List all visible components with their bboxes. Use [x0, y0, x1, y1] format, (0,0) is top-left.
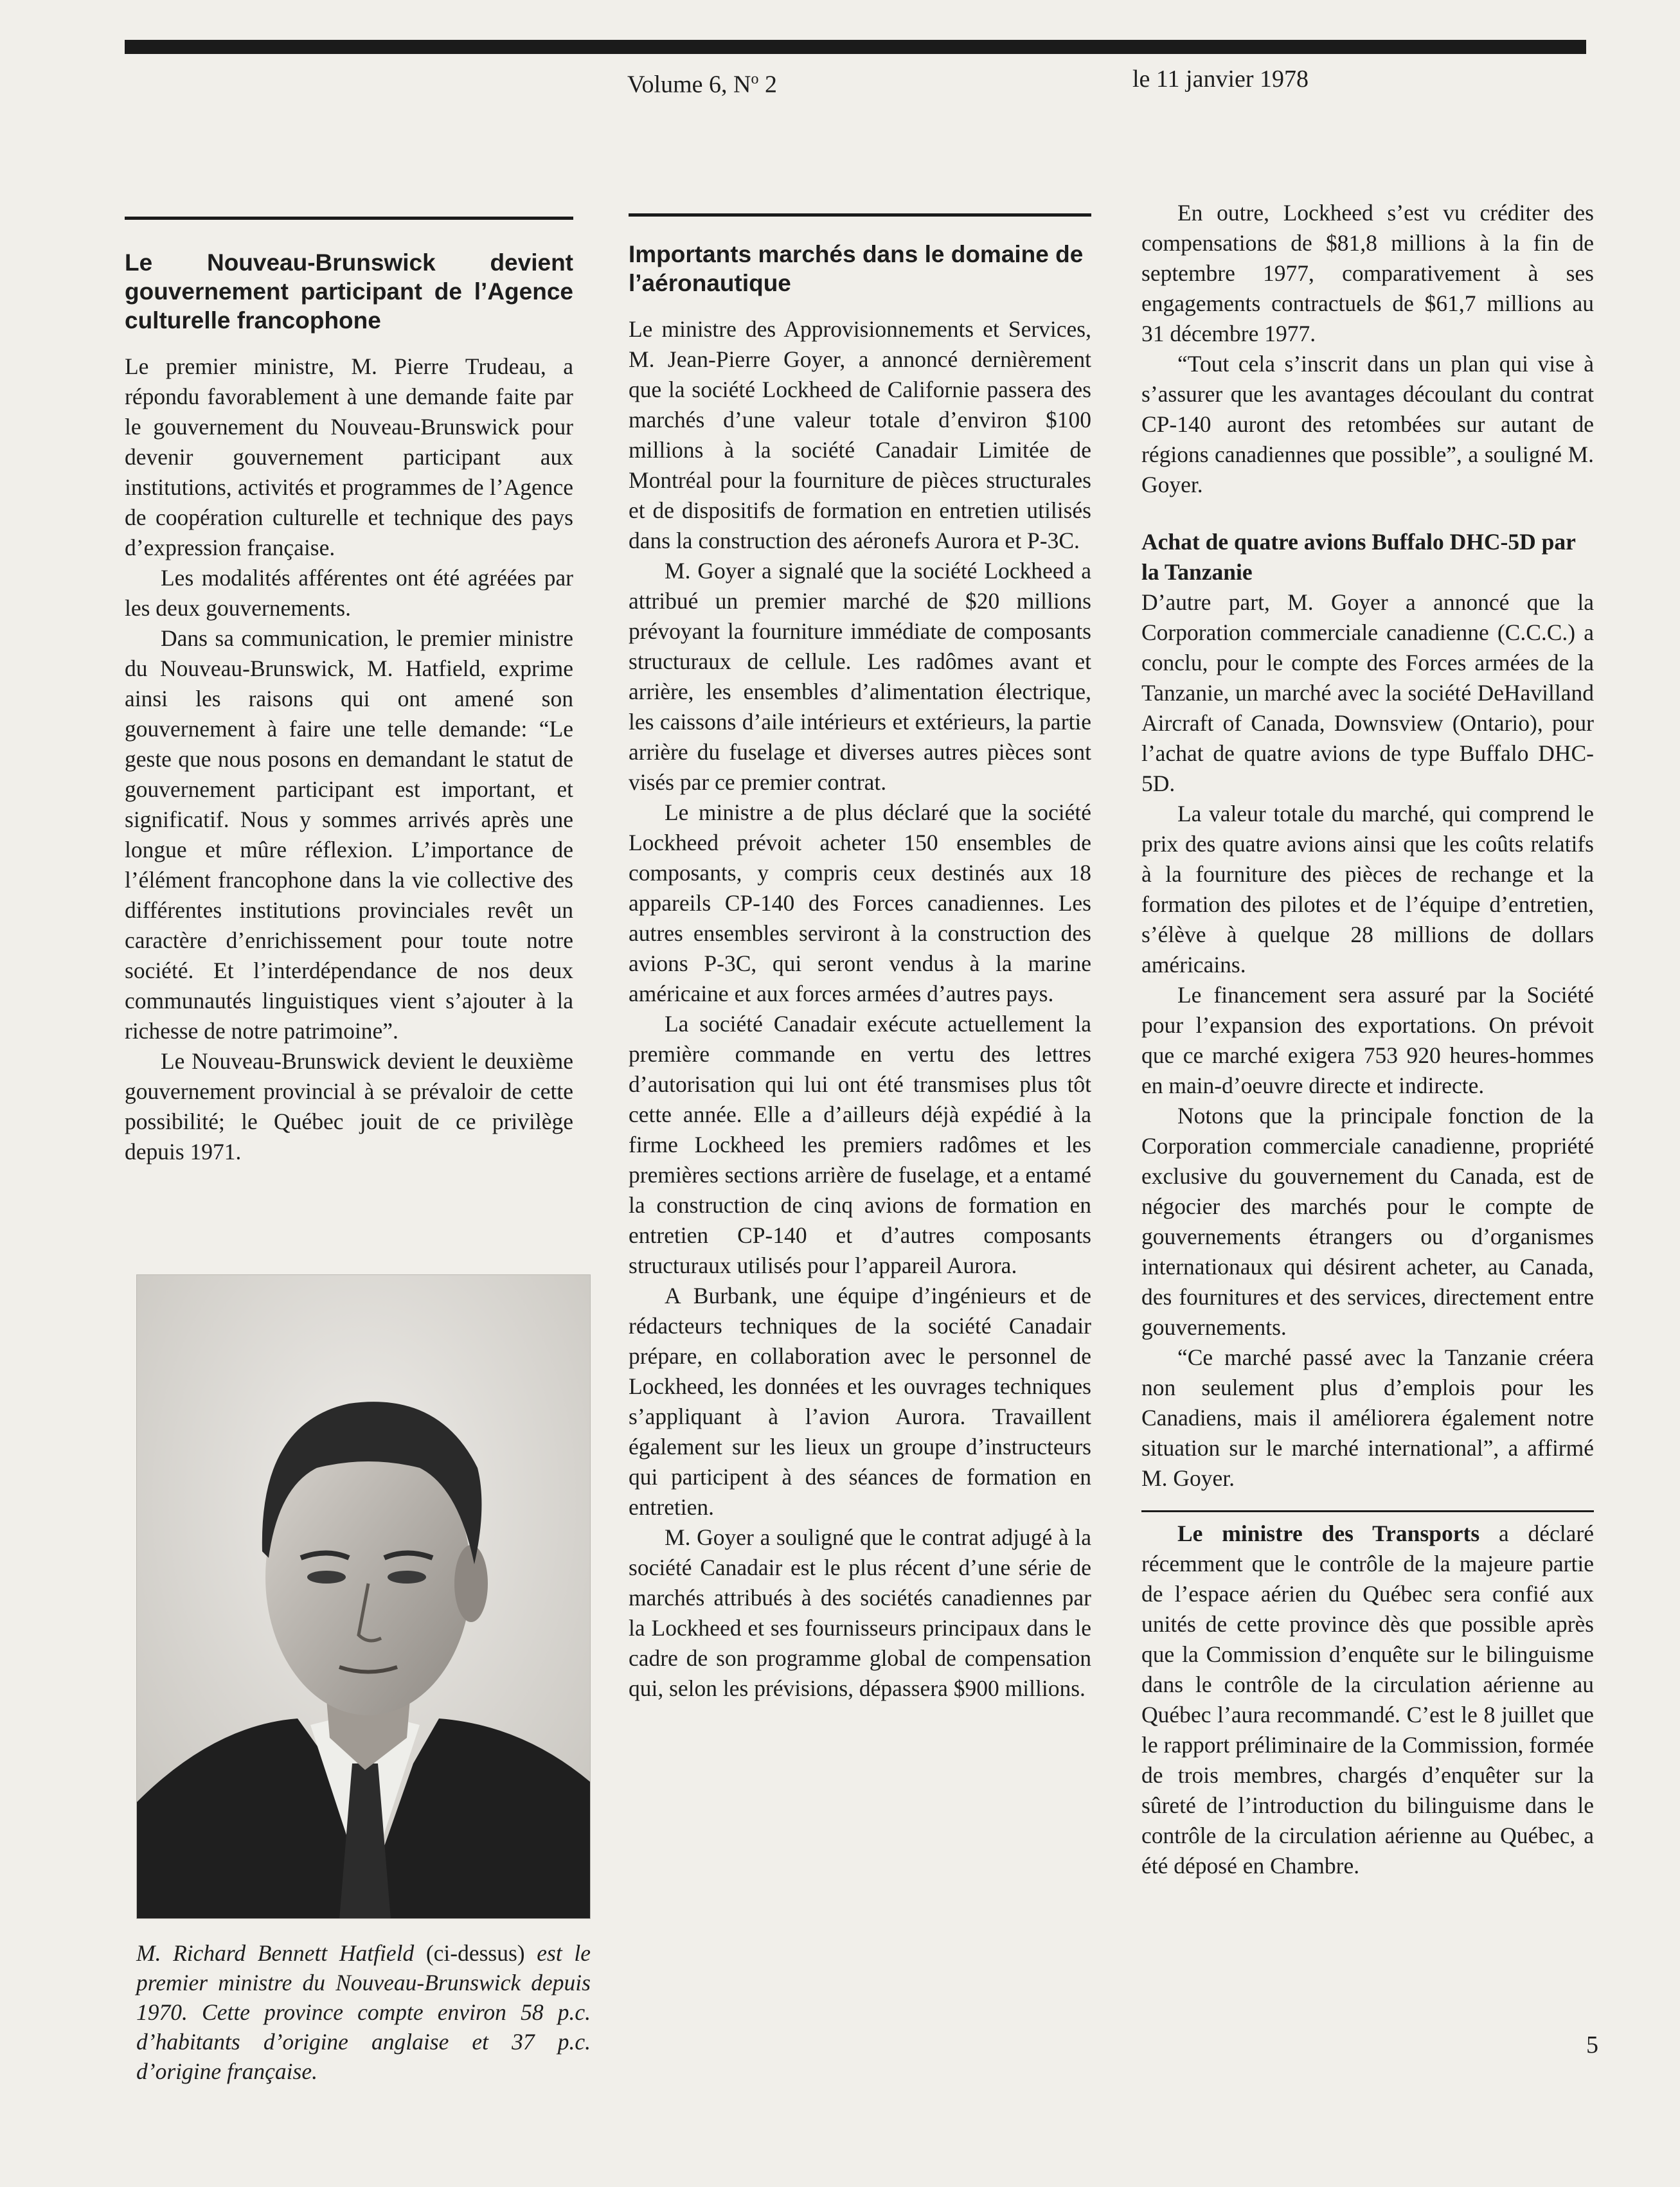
- article-3-body: [1141, 198, 1594, 500]
- article-4-body: [1141, 1519, 1594, 1881]
- article-1-paragraph: Le Nouveau-Brunswick devient le deuxième gouvernement provincial à se prévaloir de cette possibilité; le Québec jouit de ce privilège depuis 1971.: [125, 1048, 573, 1165]
- caption-text: est le premier ministre du Nouveau-Brunswick depuis 1970. Cette province compte environ 58 p.c. d’habitants d’origine anglaise et 37 p.c. d’origine française.: [136, 1940, 591, 2084]
- volume-label: Volume 6, N: [627, 71, 751, 98]
- article-3-paragraph: Notons que la principale fonction de la Corporation commerciale canadienne, propriété exclusive du gouvernement du Canada, est de négocier des marchés pour le compte de gouvernements étrangers ou d’organismes internationaux qui désirent acheter, au Canada, des fournitures et des services, directement entre gouvernements.: [1141, 1103, 1594, 1340]
- caption-name: M. Richard Bennett Hatfield: [136, 1940, 415, 1966]
- article-3-paragraph: Le financement sera assuré par la Société pour l’expansion des exportations. On prévoit que ce marché exigera 753 920 heures-hommes en main-d’oeuvre directe et indirecte.: [1141, 982, 1594, 1098]
- page-number: 5: [1586, 2031, 1598, 2058]
- column-1: [125, 217, 573, 1167]
- article-3-paragraph: “Tout cela s’inscrit dans un plan qui vise à s’assurer que les avantages découlant du contrat CP-140 auront des retombées sur autant de régions canadiennes que possible”, a souligné M. Goyer.: [1141, 351, 1594, 497]
- article-2-paragraph: M. Goyer a souligné que le contrat adjugé à la société Canadair est le plus récent d’une série de marchés attribués à des sociétés canadiennes par la Lockheed et ses fournisseurs principaux dans le cadre de son programme global de compensation qui, selon les prévisions, dépassera $900 millions.: [629, 1524, 1091, 1701]
- volume-number: [627, 64, 777, 100]
- article-2-headline: Importants marchés dans le domaine de l’aéronautique: [629, 241, 1084, 296]
- column-3: [1141, 198, 1594, 1881]
- article-2-paragraph: Le ministre des Approvisionnements et Services, M. Jean-Pierre Goyer, a annoncé dernièrement que la société Lockheed de Californie passera des marchés d’une valeur totale d’environ $100 millions à la société Canadair Limitée de Montréal pour la fourniture de pièces structurales et de dispositifs de formation en entretien utilisés dans la construction des aéronefs Aurora et P-3C.: [629, 316, 1091, 553]
- article-1-headline: Le Nouveau-Brunswick devient gouvernement participant de l’Agence culturelle francophone: [125, 249, 573, 334]
- article-3-paragraph: En outre, Lockheed s’est vu créditer des compensations de $81,8 millions à la fin de septembre 1977, comparativement à ses engagements contractuels de $61,7 millions au 31 décembre 1977.: [1141, 200, 1594, 346]
- article-3-subhead: Achat de quatre avions Buffalo DHC-5D par la Tanzanie: [1141, 529, 1576, 585]
- article-3-body-2: [1141, 587, 1594, 1494]
- top-rule: [125, 40, 1586, 54]
- article-4-rule: [1141, 1510, 1594, 1512]
- article-3-paragraph: La valeur totale du marché, qui comprend le prix des quatre avions ainsi que les coûts relatifs à la fourniture des pièces de rechange et la formation des pilotes et de l’équipe d’entretien, s’élève à quelque 28 millions de dollars américains.: [1141, 801, 1594, 977]
- article-3-paragraph: “Ce marché passé avec la Tanzanie créera non seulement plus d’emplois pour les Canadiens, mais il améliorera également notre situation sur le marché international”, a affirmé M. Goyer.: [1141, 1344, 1594, 1491]
- article-1-paragraph: Les modalités afférentes ont été agréées par les deux gouvernements.: [125, 565, 573, 621]
- article-2-paragraph: M. Goyer a signalé que la société Lockheed a attribué un premier marché de $20 millions prévoyant la fourniture immédiate de composants structuraux de cellule. Les radômes avant et arrière, les ensembles d’alimentation électrique, les caissons d’aile intérieurs et extérieurs, la partie arrière du fuselage et diverses autres pièces sont visés par ce premier contrat.: [629, 558, 1091, 795]
- portrait-photo-illustration: [137, 1275, 591, 1919]
- article-2-paragraph: Le ministre a de plus déclaré que la société Lockheed prévoit acheter 150 ensembles de composants, y compris ceux destinés aux 18 appareils CP-140 des Forces canadiennes. Les autres ensembles serviront à la construction des avions P-3C, qui seront vendus à la marine américaine et aux forces armées d’autres pays.: [629, 799, 1091, 1006]
- volume-no-sup: o: [751, 71, 759, 87]
- portrait-caption: [136, 1938, 591, 2086]
- article-4-text: a déclaré récemment que le contrôle de la majeure partie de l’espace aérien du Québec sera confié aux unités de cette province dès que possible après que la Commission d’enquête sur le bilinguisme dans le contrôle de la circulation aérienne au Québec l’aura recommandé. C’est le 8 juillet que le rapport préliminaire de la Commission, formée de trois membres, chargés d’enquêter sur la sûreté de l’introduction du bilinguisme dans le contrôle de la circulation aérienne au Québec, a été déposé en Chambre.: [1141, 1521, 1595, 1879]
- caption-note: (ci-dessus): [414, 1940, 537, 1966]
- article-2-paragraph: La société Canadair exécute actuellement la première commande en vertu des lettres d’autorisation qui lui ont été transmises plus tôt cette année. Elle a d’ailleurs déjà expédié à la firme Lockheed les premiers radômes et les premières sections arrière de fuselage, et a entamé la construction de cinq avions de formation en entretien CP-140 et d’autres composants structuraux utilisés pour l’appareil Aurora.: [629, 1011, 1091, 1278]
- column-2: [629, 213, 1091, 1704]
- article-1-body: [125, 352, 573, 1167]
- portrait-photo: [136, 1274, 591, 1919]
- article-1-paragraph: Dans sa communication, le premier ministre du Nouveau-Brunswick, M. Hatfield, exprime ainsi les raisons qui ont amené son gouvernement à faire une telle demande: “Le geste que nous posons en demandant le statut de gouvernement participant est important, et significatif. Nous y sommes arrivés après une longue et mûre réflexion. L’importance de l’élément francophone dans la vie collective des différentes institutions provinciales revêt un caractère d’enrichissement pour toute notre société. Et l’interdépendance de nos deux communautés linguistiques vient s’ajouter à la richesse de notre patrimoine”.: [125, 625, 573, 1044]
- column-2-rule: [629, 213, 1091, 217]
- portrait-figure: [136, 1274, 591, 2187]
- volume-num: 2: [764, 71, 777, 98]
- article-2-body: [629, 314, 1091, 1704]
- article-4-paragraph: [1141, 1519, 1594, 1881]
- issue-date: le 11 janvier 1978: [1132, 66, 1309, 93]
- column-1-rule: [125, 217, 573, 220]
- article-3-paragraph: D’autre part, M. Goyer a annoncé que la Corporation commerciale canadienne (C.C.C.) a conclu, pour le compte des Forces armées de la Tanzanie, un marché avec la société DeHavilland Aircraft of Canada, Downsview (Ontario), pour l’achat de quatre avions de type Buffalo DHC-5D.: [1141, 589, 1594, 796]
- article-4-lead: Le ministre des Transports: [1177, 1521, 1480, 1546]
- article-1-paragraph: Le premier ministre, M. Pierre Trudeau, a répondu favorablement à une demande faite par le gouvernement du Nouveau-Brunswick pour devenir gouvernement participant aux institutions, activités et programmes de l’Agence de coopération culturelle et technique des pays d’expression française.: [125, 353, 573, 560]
- article-2-paragraph: A Burbank, une équipe d’ingénieurs et de rédacteurs techniques de la société Canadair prépare, en collaboration avec le personnel de Lockheed, les données et les ouvrages techniques s’appliquant à l’avion Aurora. Travaillent également sur les lieux un groupe d’instructeurs qui participent à des séances de formation en entretien.: [629, 1283, 1091, 1520]
